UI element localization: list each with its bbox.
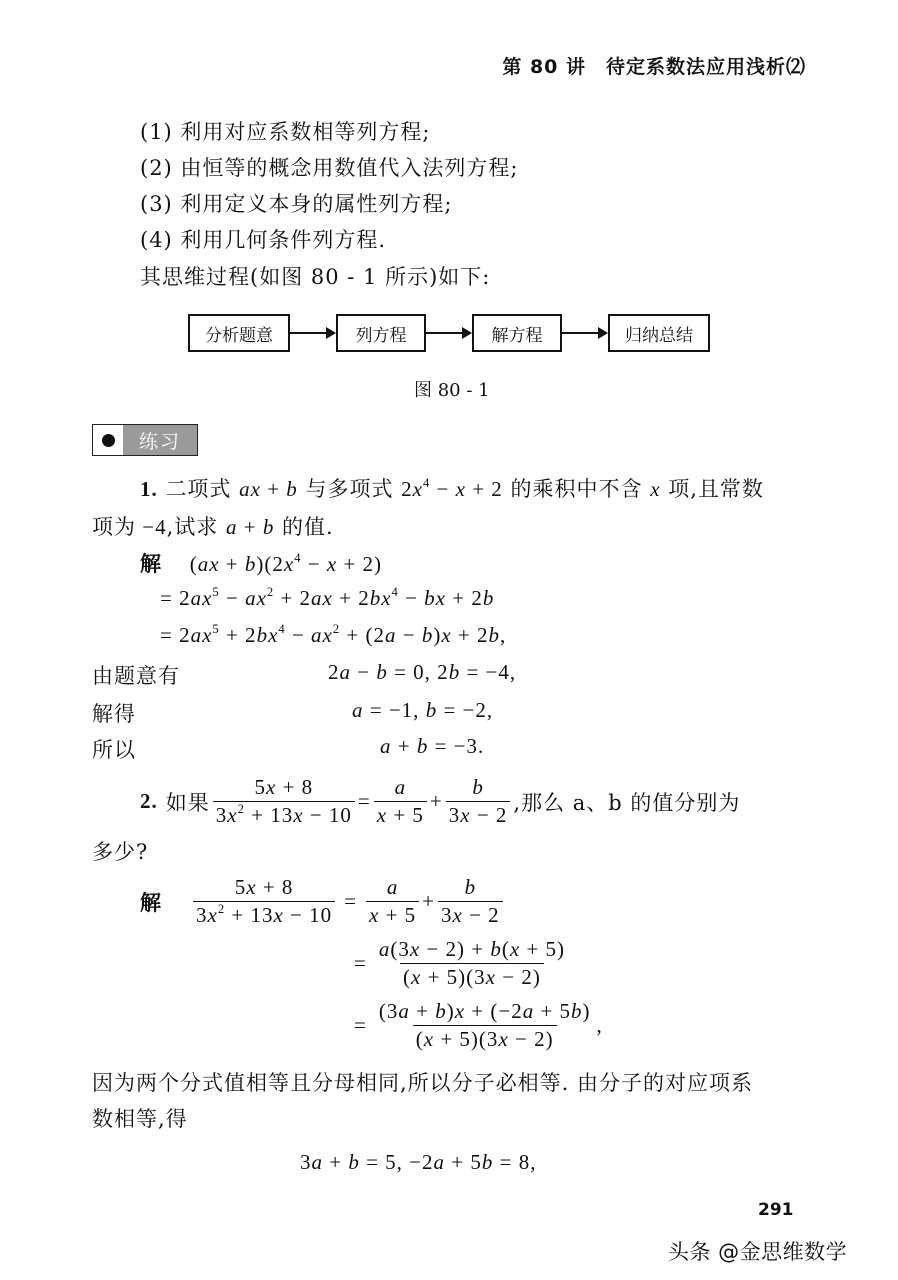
flow-arrow-2	[426, 332, 470, 334]
page-number: 291	[758, 1200, 794, 1220]
problem1-so-label: 所以	[92, 738, 136, 762]
method-1: (1) 利用对应系数相等列方程;	[140, 120, 431, 144]
problem1-solution-line3: = $2ax^5 + 2bx^4 - ax^2 + (2a - b)x + 2b$,	[160, 622, 507, 647]
bullet-dot-icon	[93, 425, 123, 455]
flow-step-analyze: 分析题意	[188, 314, 290, 352]
flow-step-solve: 解方程	[472, 314, 562, 352]
problem1-condition-eq: 2a − b = 0, 2b = −4,	[328, 660, 517, 684]
problem1-solution-line2: = $2ax^5 - ax^2 + 2ax + 2bx^4$ − bx + 2b	[160, 585, 495, 610]
problem2-statement-cont: 多少?	[92, 840, 149, 864]
method-3: (3) 利用定义本身的属性列方程;	[140, 192, 453, 216]
problem1-statement: 1. 二项式 ax + b 与多项式 $2x^4 - x + 2$ 的乘积中不含 x 项,且常数	[140, 476, 764, 501]
problem1-solution-line1: 解 $(ax + b)(2x^4 - x + 2)$	[140, 551, 382, 576]
flow-arrow-1	[290, 332, 334, 334]
problem2-solution-line3: = $\frac{(3a + b)x + (-2a + 5b)}{(x + 5)(3x - 2)}$ ,	[354, 999, 603, 1052]
figure-caption: 图 80 - 1	[414, 380, 490, 401]
problem1-statement-cont: 项为 −4,试求 a + b 的值.	[92, 515, 334, 539]
method-2: (2) 由恒等的概念用数值代入法列方程;	[140, 156, 519, 180]
flow-intro: 其思维过程(如图 80 - 1 所示)如下:	[140, 265, 491, 289]
problem2-solution-line2: = $\frac{a(3x - 2) + b(x + 5)}{(x + 5)(3x - 2)}$	[354, 937, 566, 990]
method-4: (4) 利用几何条件列方程.	[140, 228, 387, 252]
problem2-statement: 2. 如果 $\frac{5x + 8}{3x^2 + 13x - 10}$ = $\frac{a}{x + 5}$ + $\frac{b}{3x - 2}$ ,那么 a、b 的值分别为	[140, 775, 741, 828]
section-label: 练习	[123, 425, 197, 455]
flow-arrow-3	[562, 332, 606, 334]
problem2-conclusion-1: 因为两个分式值相等且分母相同,所以分子必相等. 由分子的对应项系	[92, 1071, 754, 1095]
section-header-practice	[92, 424, 198, 456]
problem1-solved-eq: a = −1, b = −2,	[352, 698, 494, 722]
flow-step-equation: 列方程	[336, 314, 426, 352]
problem1-result: a + b = −3.	[380, 734, 485, 758]
flow-step-summarize: 归纳总结	[608, 314, 710, 352]
problem2-system: 3a + b = 5, −2a + 5b = 8,	[300, 1150, 537, 1174]
problem1-solved-label: 解得	[92, 702, 136, 726]
watermark: 头条 @金思维数学	[668, 1240, 848, 1264]
problem2-solution-line1: 解 $\frac{5x + 8}{3x^2 + 13x - 10}$ = $\frac{a}{x + 5}$ + $\frac{b}{3x - 2}$	[140, 876, 506, 927]
running-header: 第 80 讲 待定系数法应用浅析⑵	[502, 56, 806, 78]
problem1-condition-label: 由题意有	[92, 664, 180, 688]
problem2-conclusion-2: 数相等,得	[92, 1107, 188, 1131]
